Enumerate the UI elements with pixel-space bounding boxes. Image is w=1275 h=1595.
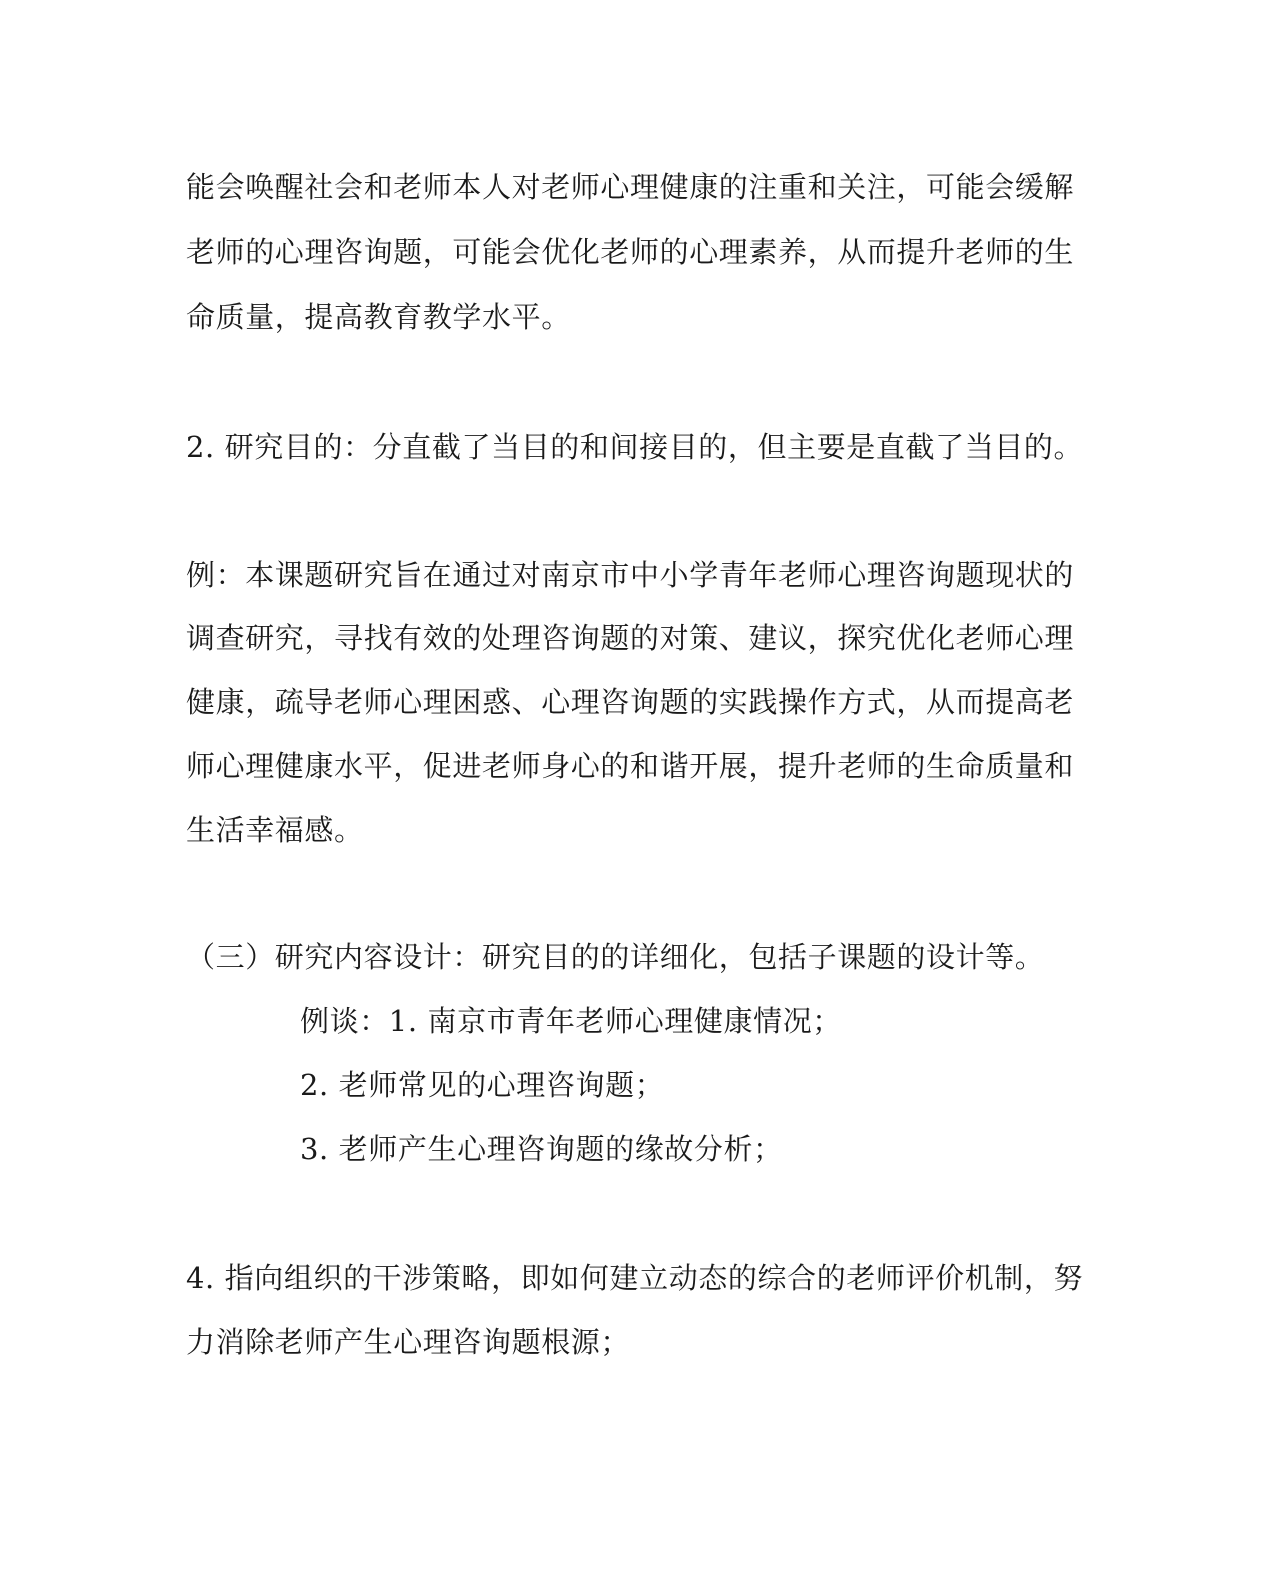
paragraph-line: 命质量，提高教育教学水平。 [186,300,571,334]
example-line: 生活幸福感。 [186,813,364,847]
example-line: 例：本课题研究旨在通过对南京市中小学青年老师心理咨询题现状的 [186,558,1075,592]
research-purpose-line: 2. 研究目的：分直截了当目的和间接目的，但主要是直截了当目的。 [186,430,1084,464]
strategy-line: 力消除老师产生心理咨询题根源； [186,1325,631,1359]
example-line: 健康，疏导老师心理困惑、心理咨询题的实践操作方式，从而提高老 [186,685,1075,719]
list-item: 2. 老师常见的心理咨询题； [300,1068,665,1102]
section-heading: （三）研究内容设计：研究目的的详细化，包括子课题的设计等。 [186,940,1045,974]
example-line: 师心理健康水平，促进老师身心的和谐开展，提升老师的生命质量和 [186,749,1075,783]
paragraph-line: 能会唤醒社会和老师本人对老师心理健康的注重和关注，可能会缓解 [186,170,1075,204]
list-item: 例谈：1. 南京市青年老师心理健康情况； [300,1004,842,1038]
list-item: 3. 老师产生心理咨询题的缘故分析； [300,1132,783,1166]
example-line: 调查研究，寻找有效的处理咨询题的对策、建议，探究优化老师心理 [186,621,1075,655]
paragraph-line: 老师的心理咨询题，可能会优化老师的心理素养，从而提升老师的生 [186,235,1075,269]
strategy-line: 4. 指向组织的干涉策略，即如何建立动态的综合的老师评价机制，努 [186,1261,1084,1295]
